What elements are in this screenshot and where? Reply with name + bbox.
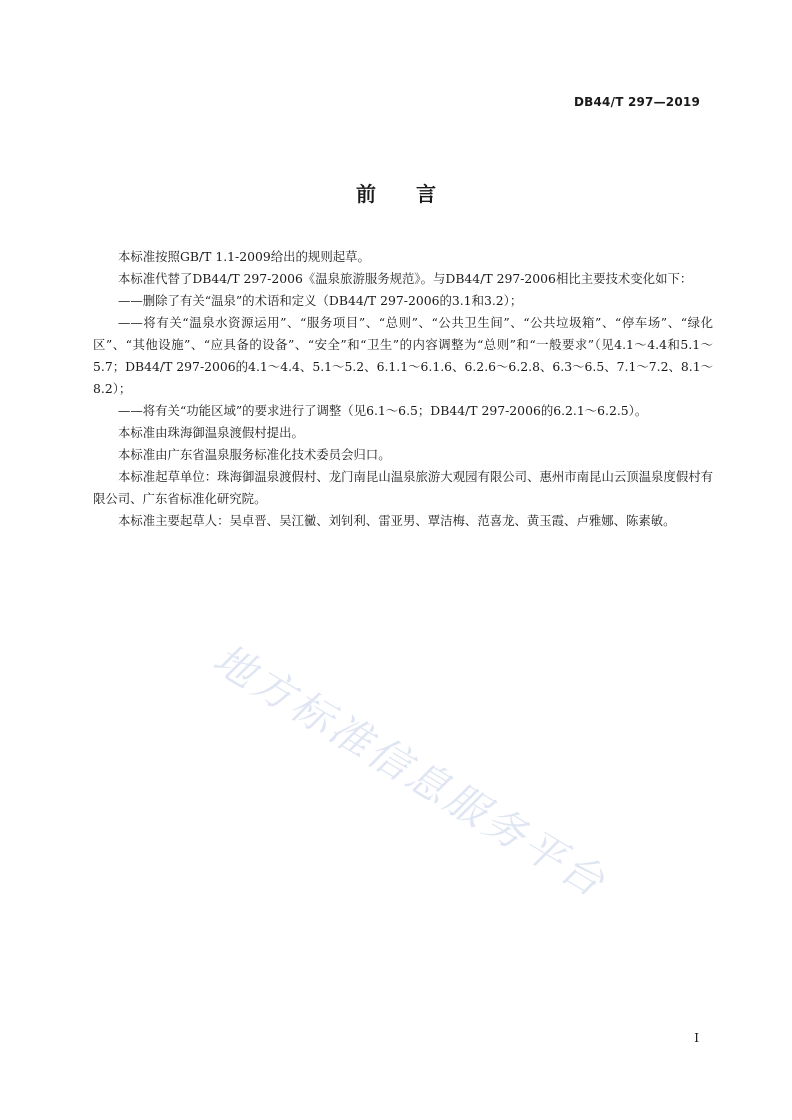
paragraph: 本标准由广东省温泉服务标准化技术委员会归口。 [118, 447, 391, 462]
paragraph: 本标准起草单位：珠海御温泉渡假村、龙门南昆山温泉旅游大观园有限公司、惠州市南昆山云顶温泉度假村有限公司、广东省标准化研究院。 [93, 469, 713, 506]
paragraph: ——将有关“温泉水资源运用”、“服务项目”、“总则”、“公共卫生间”、“公共垃圾箱”、“停车场”、“绿化区”、“其他设施”、“应具备的设备”、“安全”和“卫生”的内容调整为“总则”和“一般要求”（见4.1～4.4和5.1～5.7；DB44/T 297-2006的4.1～4.4、5.1～5.2、6.1.1～6.1.6、6.2.6～6.2.8、6.3～6.5、7.1～7.2、8.1～8.2）； [93, 315, 713, 396]
paragraph: ——删除了有关“温泉”的术语和定义（DB44/T 297-2006的3.1和3.2）； [118, 293, 523, 308]
paragraph: 本标准按照GB/T 1.1-2009给出的规则起草。 [118, 249, 370, 264]
page-title: 前言 [356, 182, 476, 206]
paragraph: ——将有关“功能区域”的要求进行了调整（见6.1～6.5；DB44/T 297-2006的6.2.1～6.2.5）。 [118, 403, 648, 418]
paragraph: 本标准由珠海御温泉渡假村提出。 [118, 425, 304, 440]
paragraph: 本标准代替了DB44/T 297-2006《温泉旅游服务规范》。与DB44/T 297-2006相比主要技术变化如下： [118, 271, 693, 286]
watermark: 地方标准信息服务平台 [204, 634, 616, 908]
foreword-body [93, 246, 713, 532]
header-standard-code: DB44/T 297—2019 [574, 95, 700, 109]
page-number: I [694, 1031, 699, 1045]
paragraph: 本标准主要起草人：吴卓晋、吴江黴、刘钊利、雷亚男、覃洁梅、范喜龙、黄玉霞、卢雅娜、陈素敏。 [118, 513, 676, 528]
